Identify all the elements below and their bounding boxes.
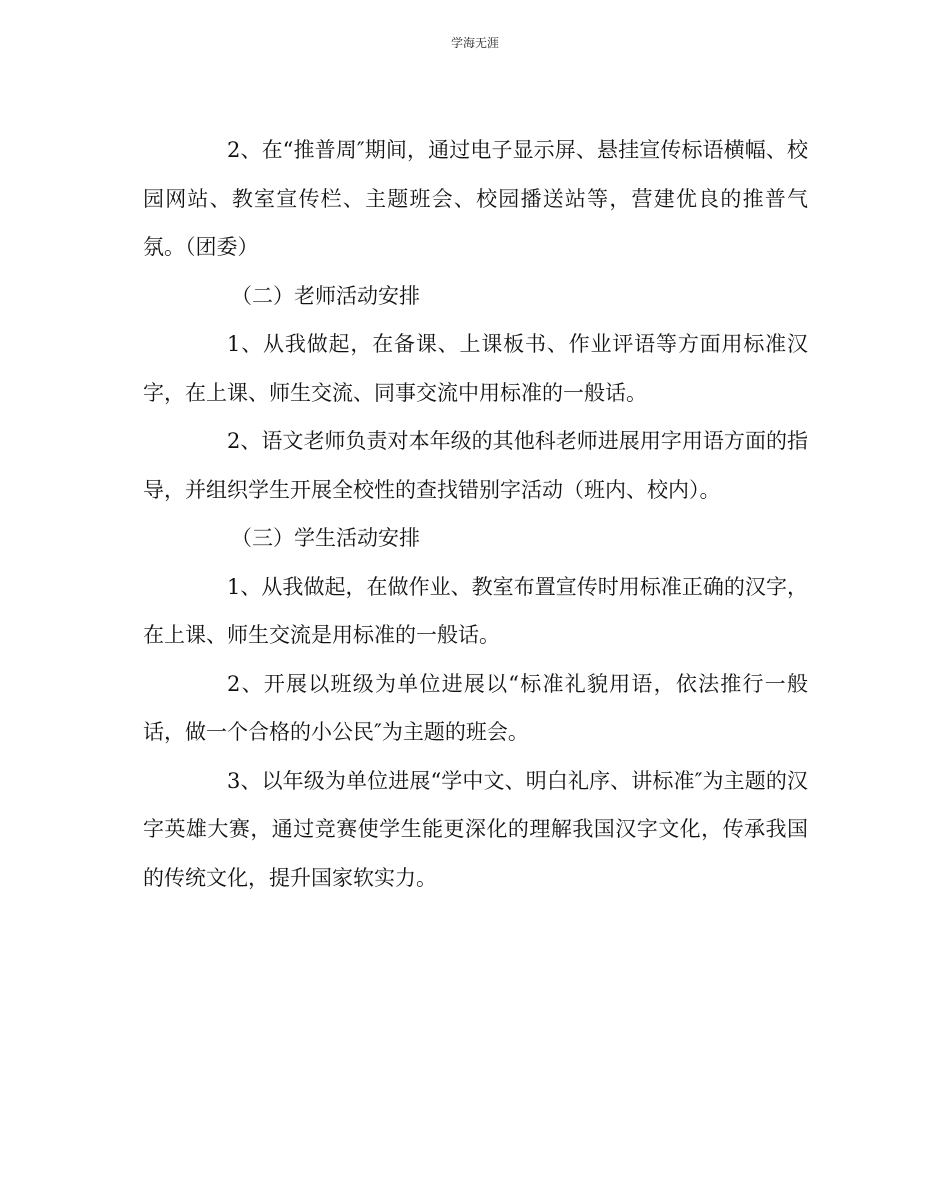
paragraph-student-standard: 1、从我做起，在做作业、教室布置宣传时用标准正确的汉字，在上课、师生交流是用标准的一般话。	[143, 574, 808, 647]
paragraph-class-meeting: 2、开展以班级为单位进展以“标准礼貌用语，依法推行一般话，做一个合格的小公民″为主题的班会。	[143, 671, 808, 744]
section-heading-students: （三）学生活动安排	[231, 526, 420, 550]
paragraph-publicity: 2、在“推普周″期间，通过电子显示屏、悬挂宣传标语横幅、校园网站、教室宣传栏、主题班会、校园播送站等，营建优良的推普气氛。（团委）	[143, 138, 808, 259]
paragraph-teacher-guidance: 2、语文老师负责对本年级的其他科老师进展用字用语方面的指导，并组织学生开展全校性的查找错别字活动（班内、校内）。	[143, 429, 808, 502]
document-body	[143, 126, 808, 902]
page-header: 学海无涯	[450, 36, 499, 50]
paragraph-teacher-standard: 1、从我做起，在备课、上课板书、作业评语等方面用标准汉字，在上课、师生交流、同事交流中用标准的一般话。	[143, 332, 808, 405]
paragraph-competition: 3、以年级为单位进展“学中文、明白礼序、讲标准″为主题的汉字英雄大赛，通过竞赛使学生能更深化的理解我国汉字文化，传承我国的传统文化，提升国家软实力。	[143, 768, 808, 890]
section-heading-teachers: （二）老师活动安排	[231, 283, 420, 308]
